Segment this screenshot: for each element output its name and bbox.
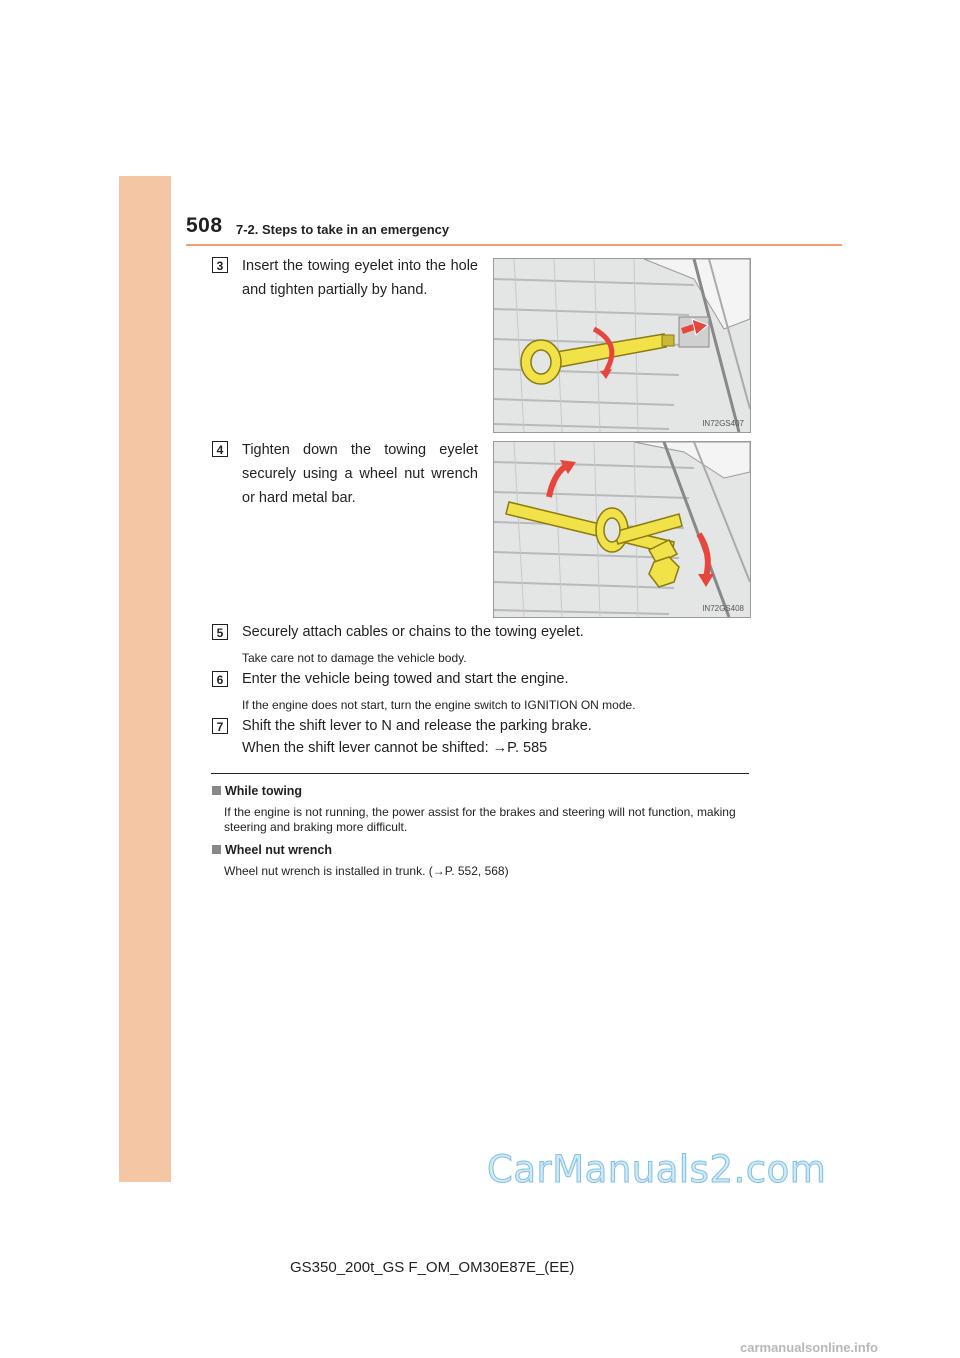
document-code-footer: GS350_200t_GS F_OM_OM30E87E_(EE)	[290, 1259, 575, 1276]
info-heading-while-towing	[212, 784, 302, 798]
step-5-note: Take care not to damage the vehicle body.	[242, 651, 467, 665]
figure-id: IN72GS407	[702, 419, 744, 428]
square-bullet-icon	[212, 786, 221, 795]
header-divider	[186, 244, 842, 246]
towing-eyelet-illustration	[494, 259, 750, 432]
step-number-4: 4	[212, 441, 228, 457]
figure-id: IN72GS408	[702, 604, 744, 613]
info-title: While towing	[225, 784, 303, 798]
info-title: Wheel nut wrench	[225, 843, 332, 857]
step-7-text: Shift the shift lever to N and release the parking brake.	[242, 718, 592, 734]
info-text-wheel-nut-wrench: Wheel nut wrench is installed in trunk. (→P. 552, 568)	[224, 864, 509, 878]
step-6-text: Enter the vehicle being towed and start the engine.	[242, 671, 569, 687]
step-3-text: Insert the towing eyelet into the hole and tighten partially by hand.	[242, 258, 478, 298]
step-4-text: Tighten down the towing eyelet securely using a wheel nut wrench or hard metal bar.	[242, 442, 478, 506]
wrench-tightening-illustration	[494, 442, 750, 617]
step-number-3: 3	[212, 257, 228, 273]
step-number-7: 7	[212, 718, 228, 734]
figure-tighten-eyelet	[493, 441, 751, 618]
page-number: 508	[186, 214, 223, 237]
step-7-reference: When the shift lever cannot be shifted: →P. 585	[242, 740, 548, 756]
watermark-main: CarManuals2.com	[487, 1148, 827, 1191]
figure-insert-eyelet	[493, 258, 751, 433]
info-text-while-towing: If the engine is not running, the power assist for the brakes and steering will not function, making steering and braking more difficult.	[224, 805, 736, 834]
step-6-note: If the engine does not start, turn the engine switch to IGNITION ON mode.	[242, 698, 636, 712]
chapter-sidebar-tab	[119, 176, 171, 1182]
watermark-bottom: carmanualsonline.info	[740, 1340, 878, 1355]
info-divider	[211, 773, 749, 774]
step-5-text: Securely attach cables or chains to the towing eyelet.	[242, 624, 584, 640]
section-title: 7-2. Steps to take in an emergency	[236, 222, 450, 237]
square-bullet-icon	[212, 845, 221, 854]
step-number-5: 5	[212, 624, 228, 640]
info-heading-wheel-nut-wrench	[212, 843, 332, 857]
step-number-6: 6	[212, 671, 228, 687]
